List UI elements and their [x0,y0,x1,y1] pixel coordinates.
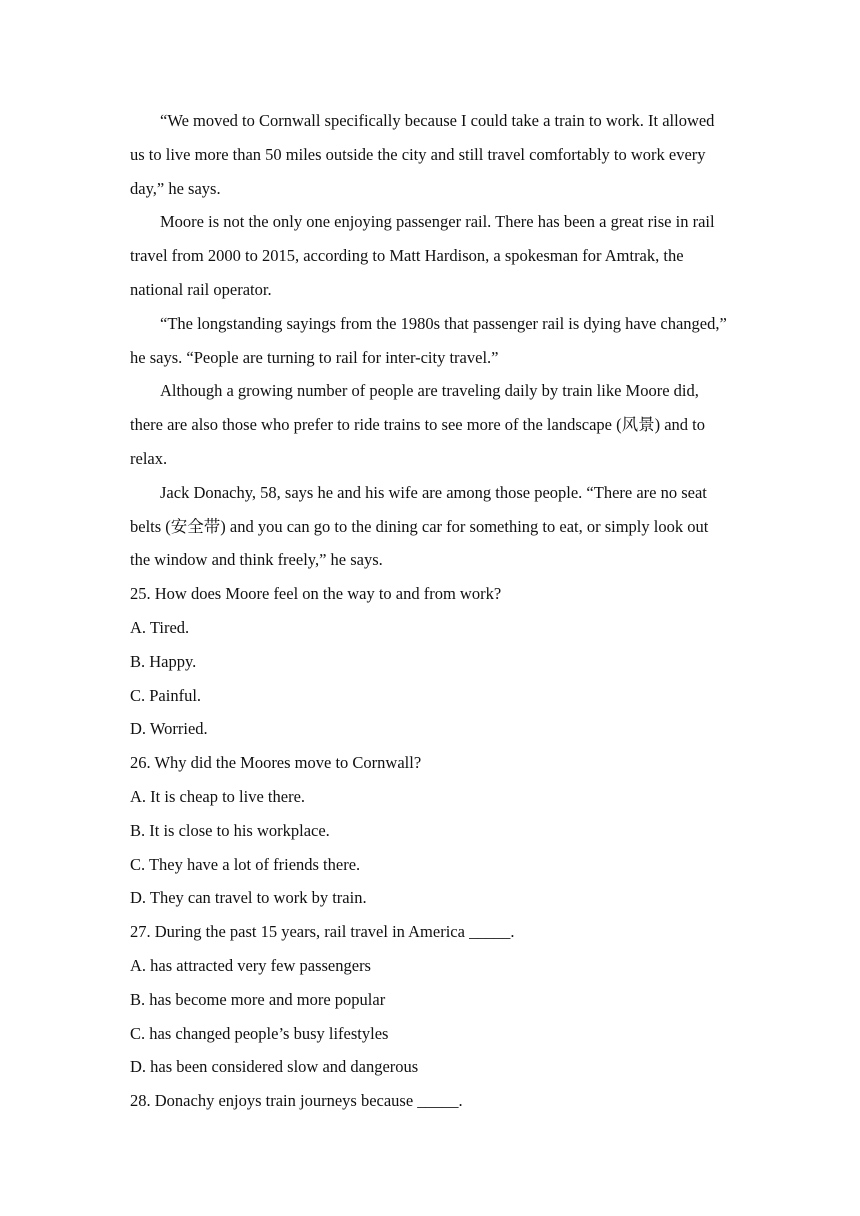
answer-option: A. has attracted very few passengers [130,955,371,975]
answer-option: B. It is close to his workplace. [130,820,330,840]
answer-option: C. has changed people’s busy lifestyles [130,1023,389,1043]
answer-option: B. Happy. [130,651,197,671]
question-stem: 28. Donachy enjoys train journeys because _____. [130,1091,463,1111]
answer-option: D. Worried. [130,719,208,739]
answer-option: A. Tired. [130,617,190,637]
question-stem: 25. How does Moore feel on the way to and from work? [130,584,502,604]
passage-paragraph: “The longstanding sayings from the 1980s that passenger rail is dying have changed,” he says. “People are turning to rail for inter-city travel.” [130,313,727,367]
answer-option: B. has become more and more popular [130,989,386,1009]
question-stem: 27. During the past 15 years, rail travel in America _____. [130,922,515,942]
answer-option: D. has been considered slow and dangerous [130,1057,419,1077]
passage-paragraph: Moore is not the only one enjoying passenger rail. There has been a great rise in rail travel from 2000 to 2015, according to Matt Hardison, a spokesman for Amtrak, the national rail operator. [130,212,715,299]
passage-paragraph: “We moved to Cornwall specifically because I could take a train to work. It allowed us to live more than 50 miles outside the city and still travel comfortably to work every day,” he says. [130,111,715,198]
passage-paragraph: Although a growing number of people are traveling daily by train like Moore did, there are also those who prefer to ride trains to see more of the landscape (风景) and to relax. [130,381,705,468]
answer-option: C. Painful. [130,685,202,705]
answer-option: D. They can travel to work by train. [130,888,367,908]
answer-option: A. It is cheap to live there. [130,786,306,806]
document-content [130,104,730,1118]
question-stem: 26. Why did the Moores move to Cornwall? [130,753,422,773]
passage-paragraph: Jack Donachy, 58, says he and his wife are among those people. “There are no seat belts (安全带) and you can go to the dining car for something to eat, or simply look out the window and think freely,” he says. [130,482,709,570]
answer-option: C. They have a lot of friends there. [130,854,361,874]
